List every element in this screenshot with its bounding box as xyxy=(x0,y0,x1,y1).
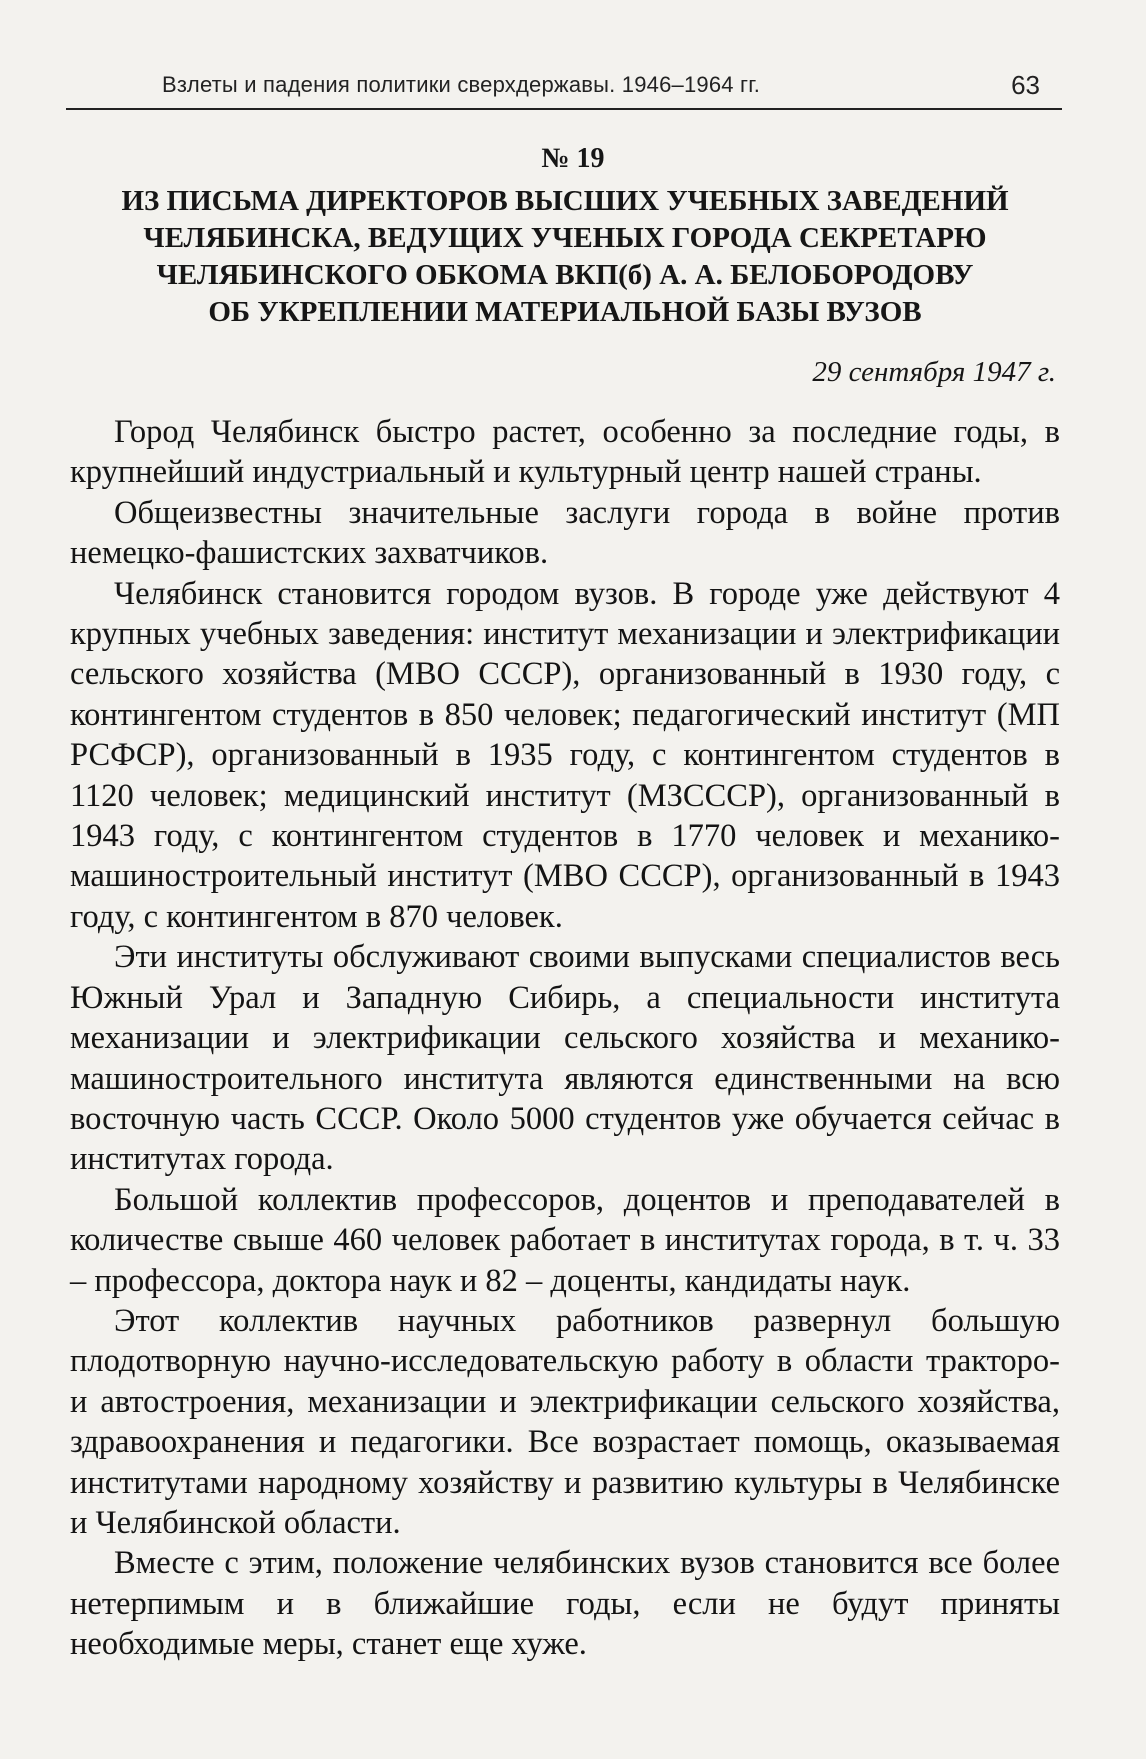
running-title: Взлеты и падения политики сверхдержавы. 1946–1964 гг. xyxy=(162,72,761,97)
document-title-line: ЧЕЛЯБИНСКА, ВЕДУЩИХ УЧЕНЫХ ГОРОДА СЕКРЕТАРЮ xyxy=(143,222,987,254)
document-title-line: ЧЕЛЯБИНСКОГО ОБКОМА ВКП(б) А. А. БЕЛОБОРОДОВУ xyxy=(156,259,974,291)
document-title-line: ОБ УКРЕПЛЕНИИ МАТЕРИАЛЬНОЙ БАЗЫ ВУЗОВ xyxy=(208,296,922,328)
paragraph: Эти институты обслуживают своими выпусками специалистов весь Южный Урал и Западную Сибирь, а специальности института механизации и электрификации сельского хозяйства и механико-машиностроительного института являются единственными на всю восточную часть СССР. Около 5000 студентов уже обучается сейчас в институтах города. xyxy=(70,939,1060,1178)
document-title-line: ИЗ ПИСЬМА ДИРЕКТОРОВ ВЫСШИХ УЧЕБНЫХ ЗАВЕДЕНИЙ xyxy=(121,185,1009,217)
document-number: № 19 xyxy=(541,143,605,174)
document-date: 29 сентября 1947 г. xyxy=(812,356,1056,388)
document-title xyxy=(70,183,1060,331)
paragraph: Общеизвестны значительные заслуги города в войне против немецко-фашистских захватчиков. xyxy=(70,494,1060,572)
paragraph: Большой коллектив профессоров, доцентов и преподавателей в количестве свыше 460 человек работает в институтах города, в т. ч. 33 – профессора, доктора наук и 82 – доценты, кандидаты наук. xyxy=(70,1181,1060,1299)
document-body xyxy=(70,412,1060,1665)
paragraph: Вместе с этим, положение челябинских вузов становится все более нетерпимым и в ближайшие годы, если не будут приняты необходимые меры, станет еще хуже. xyxy=(70,1545,1060,1663)
page-number: 63 xyxy=(1011,70,1040,100)
running-header xyxy=(66,72,1062,110)
paragraph: Город Челябинск быстро растет, особенно за последние годы, в крупнейший индустриальный и культурный центр нашей страны. xyxy=(70,414,1060,491)
paragraph: Челябинск становится городом вузов. В городе уже действуют 4 крупных учебных заведения: институт механизации и электрификации сельского хозяйства (МВО СССР), организованный в 1930 году, с контингентом студентов в 850 человек; педагогический институт (МП РСФСР), организованный в 1935 году, с контингентом студентов в 1120 человек; медицинский институт (МЗСССР), организованный в 1943 году, с контингентом студентов в 1770 человек и механико-машиностроительный институт (МВО СССР), организованный в 1943 году, с контингентом в 870 человек. xyxy=(70,575,1060,935)
paragraph: Этот коллектив научных работников развернул большую плодотворную научно-исследовательскую работу в области тракторо- и автостроения, механизации и электрификации сельского хозяйства, здравоохранения и педагогики. Все возрастает помощь, оказываемая институтами народному хозяйству и развитию культуры в Челябинске и Челябинской области. xyxy=(70,1302,1060,1541)
